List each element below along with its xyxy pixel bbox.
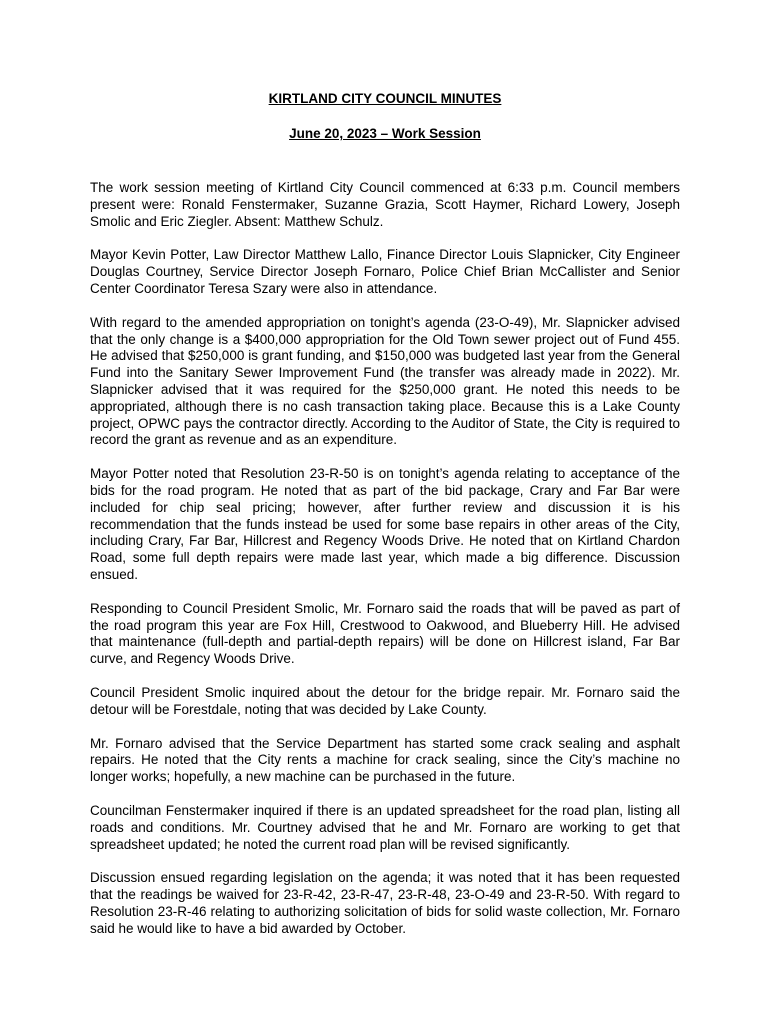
paragraph-attendance: The work session meeting of Kirtland City Council commenced at 6:33 p.m. Council members present were: Ronald Fenstermaker, Suzanne Grazia, Scott Haymer, Richard Lowery, Joseph Smolic and Eric Ziegler. Absent: Matthew Schulz. (90, 180, 680, 229)
paragraph-road-plan-spreadsheet: Councilman Fenstermaker inquired if there is an updated spreadsheet for the road plan, listing all roads and conditions. Mr. Courtney advised that he and Mr. Fornaro are working to get that spreadsheet updated; he noted the current road plan will be revised significantly. (90, 802, 680, 852)
paragraph-officials: Mayor Kevin Potter, Law Director Matthew Lallo, Finance Director Louis Slapnicker, City Engineer Douglas Courtney, Service Director Joseph Fornaro, Police Chief Brian McCallister and Senior Center Coordinator Teresa Szary were also in attendance. (90, 247, 680, 296)
document-page (90, 90, 680, 954)
paragraph-appropriation: With regard to the amended appropriation on tonight’s agenda (23-O-49), Mr. Slapnicker advised that the only change is a $400,000 appropriation for the Old Town sewer project out of Fund 455. He advised that $250,000 is grant funding, and $150,000 was budgeted last year from the General Fund into the Sanitary Sewer Improvement Fund (the transfer was already made in 2022). Mr. Slapnicker advised that it was required for the $250,000 grant. He noted this needs to be appropriated, although there is no cash transaction taking place. Because this is a Lake County project, OPWC pays the contractor directly. According to the Auditor of State, the City is required to record the grant as revenue and as an expenditure. (90, 314, 680, 448)
document-subtitle: June 20, 2023 – Work Session (289, 126, 481, 141)
document-title: KIRTLAND CITY COUNCIL MINUTES (268, 91, 502, 106)
paragraph-legislation: Discussion ensued regarding legislation on the agenda; it was noted that it has been requested that the readings be waived for 23-R-42, 23-R-47, 23-R-48, 23-O-49 and 23-R-50. With regard to Resolution 23-R-46 relating to authorizing solicitation of bids for solid waste collection, Mr. Fornaro said he would like to have a bid awarded by October. (90, 870, 680, 936)
paragraph-paving-roads: Responding to Council President Smolic, Mr. Fornaro said the roads that will be paved as part of the road program this year are Fox Hill, Crestwood to Oakwood, and Blueberry Hill. He advised that maintenance (full-depth and partial-depth repairs) will be done on Hillcrest island, Far Bar curve, and Regency Woods Drive. (90, 600, 680, 667)
paragraph-crack-sealing: Mr. Fornaro advised that the Service Department has started some crack sealing and asphalt repairs. He noted that the City rents a machine for crack sealing, since the City’s machine no longer works; hopefully, a new machine can be purchased in the future. (90, 735, 680, 785)
paragraph-bridge-detour: Council President Smolic inquired about the detour for the bridge repair. Mr. Fornaro said the detour will be Forestdale, noting that was decided by Lake County. (90, 684, 680, 717)
paragraph-road-program-bids: Mayor Potter noted that Resolution 23-R-50 is on tonight’s agenda relating to acceptance of the bids for the road program. He noted that as part of the bid package, Crary and Far Bar were included for chip seal pricing; however, after further review and discussion it is his recommendation that the funds instead be used for some base repairs in other areas of the City, including Crary, Far Bar, Hillcrest and Regency Woods Drive. He noted that on Kirtland Chardon Road, some full depth repairs were made last year, which made a big difference. Discussion ensued. (90, 466, 680, 582)
document-body (90, 180, 680, 937)
